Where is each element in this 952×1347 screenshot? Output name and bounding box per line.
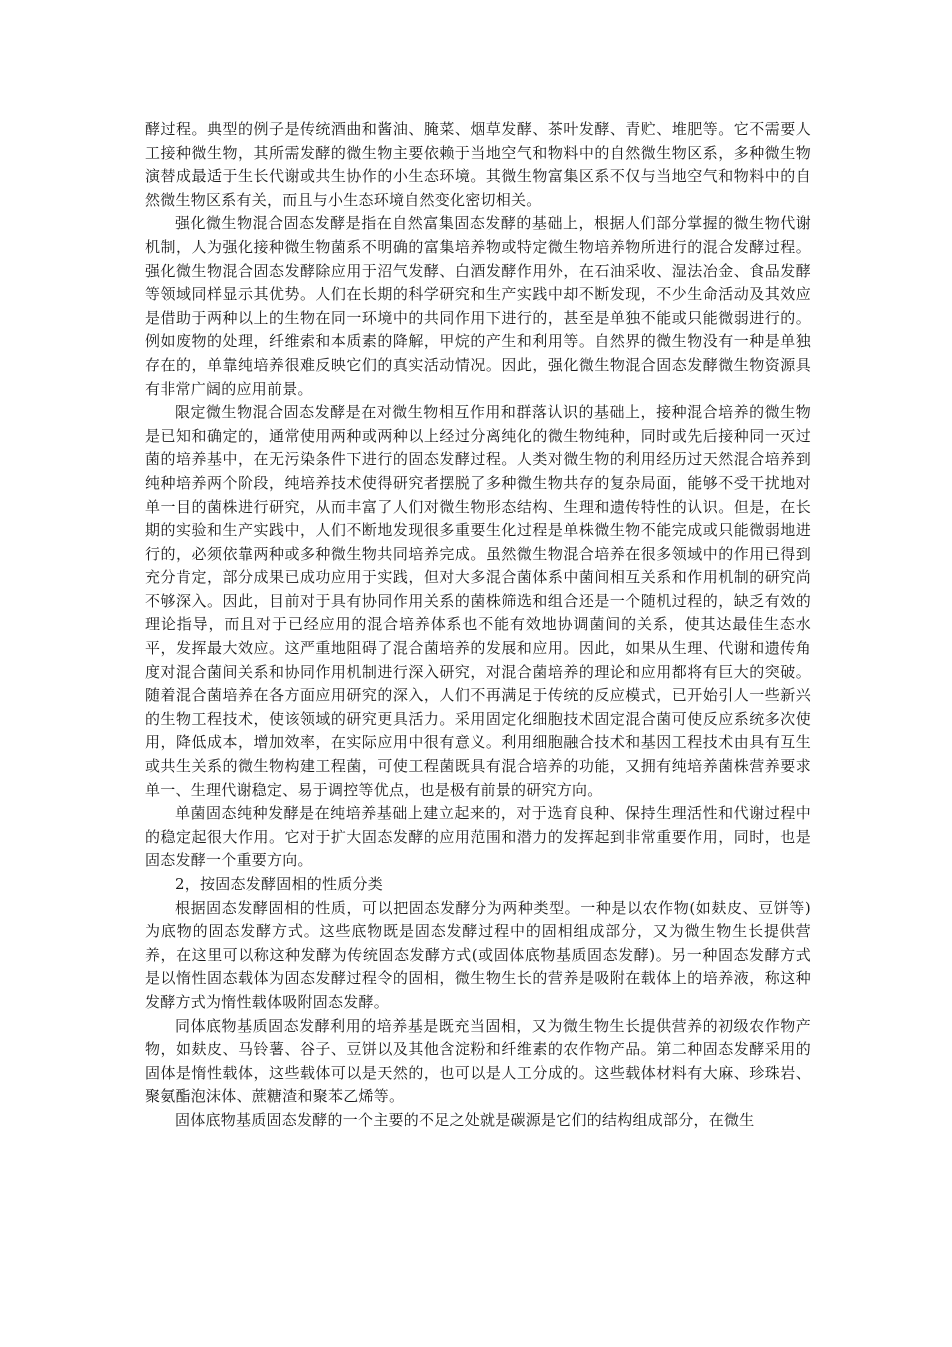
paragraph-7: 固体底物基质固态发酵的一个主要的不足之处就是碳源是它们的结构组成部分，在微生	[175, 1110, 755, 1129]
paragraph-6: 同体底物基质固态发酵利用的培养基是既充当固相，又为微生物生长提供营养的初级农作物产物，如麸皮、马铃薯、谷子、豆饼以及其他含淀粉和纤维素的农作物产品。第二种固态发酵采用的固体是惰性载体，这些载体可以是天然的，也可以是人工分成的。这些载体材料有大麻、珍珠岩、聚氨酯泡沫体、蔗糖渣和聚苯乙烯等。	[145, 1016, 811, 1106]
section-heading: 2，按固态发酵固相的性质分类	[175, 875, 384, 893]
paragraph-1: 酵过程。典型的例子是传统酒曲和酱油、腌菜、烟草发酵、茶叶发酵、青贮、堆肥等。它不需要人工接种微生物，其所需发酵的微生物主要依赖于当地空气和物料中的自然微生物区系，多种微生物演替成最适于生长代谢或共生协作的小生态环境。其微生物富集区系不仅与当地空气和物料中的自然微生物区系有关，而且与小生态环境自然变化密切相关。	[145, 120, 811, 209]
paragraph-4: 单菌固态纯种发酵是在纯培养基础上建立起来的，对于选育良种、保持生理活性和代谢过程中的稳定起很大作用。它对于扩大固态发酵的应用范围和潜力的发挥起到非常重要作用，同时，也是固态发酵一个重要方向。	[145, 804, 811, 870]
paragraph-3: 限定微生物混合固态发酵是在对微生物相互作用和群落认识的基础上，接种混合培养的微生物是已知和确定的，通常使用两种或两种以上经过分离纯化的微生物纯种，同时或先后接种同一灭过菌的培养基中，在无污染条件下进行的固态发酵过程。人类对微生物的利用经历过天然混合培养到纯种培养两个阶段，纯培养技术使得研究者摆脱了多种微生物共存的复杂局面，能够不受干扰地对单一目的菌株进行研究，从而丰富了人们对微生物形态结构、生理和遗传特性的认识。但是，在长期的实验和生产实践中，人们不断地发现很多重要生化过程是单株微生物不能完成或只能微弱地进行的，必须依靠两种或多种微生物共同培养完成。虽然微生物混合培养在很多领域中的作用已得到充分肯定，部分成果已成功应用于实践，但对大多混合菌体系中菌间相互关系和作用机制的研究尚不够深入。因此，目前对于具有协同作用关系的菌株筛选和组合还是一个随机过程的，缺乏有效的理论指导，而且对于已经应用的混合培养体系也不能有效地协调菌间的关系，使其达最佳生态水平，发挥最大效应。这严重地阻碍了混合菌培养的发展和应用。因此，如果从生理、代谢和遗传角度对混合菌间关系和协同作用机制进行深入研究，对混合菌培养的理论和应用都将有巨大的突破。随着混合菌培养在各方面应用研究的深入，人们不再满足于传统的反应模式，已开始引人一些新兴的生物工程技术，使该领域的研究更具活力。采用固定化细胞技术固定混合菌可使反应系统多次使用，降低成本，增加效率，在实际应用中很有意义。利用细胞融合技术和基因工程技术由具有互生或共生关系的微生物构建工程菌，可使工程菌既具有混合培养的功能，又拥有纯培养菌株营养要求单一、生理代谢稳定、易于调控等优点，也是极有前景的研究方向。	[145, 403, 811, 799]
paragraph-2: 强化微生物混合固态发酵是指在自然富集固态发酵的基础上，根据人们部分掌握的微生物代谢机制，人为强化接种微生物菌系不明确的富集培养物或特定微生物培养物所进行的混合发酵过程。强化微生物混合固态发酵除应用于沼气发酵、白酒发酵作用外，在石油采收、湿法冶金、食品发酵等领域同样显示其优势。人们在长期的科学研究和生产实践中却不断发现，不少生命活动及其效应是借助于两种以上的生物在同一环境中的共同作用下进行的，甚至是单独不能或只能微弱进行的。例如废物的处理，纤维索和本质素的降解，甲烷的产生和利用等。自然界的微生物没有一种是单独存在的，单靠纯培养很难反映它们的真实活动情况。因此，强化微生物混合固态发酵微生物资源具有非常广阔的应用前景。	[145, 214, 811, 398]
body-text	[145, 118, 811, 1133]
paragraph-5: 根据固态发酵固相的性质，可以把固态发酵分为两种类型。一种是以农作物(如麸皮、豆饼等)为底物的固态发酵方式。这些底物既是固态发酵过程中的固相组成部分，又为微生物生长提供营养，在这里可以称这种发酵为传统固态发酵方式(或固体底物基质固态发酵)。另一种固态发酵方式是以惰性固态载体为固态发酵过程令的固相，微生物生长的营养是吸附在载体上的培养液，称这种发酵方式为惰性载体吸附固态发酵。	[145, 898, 811, 1011]
